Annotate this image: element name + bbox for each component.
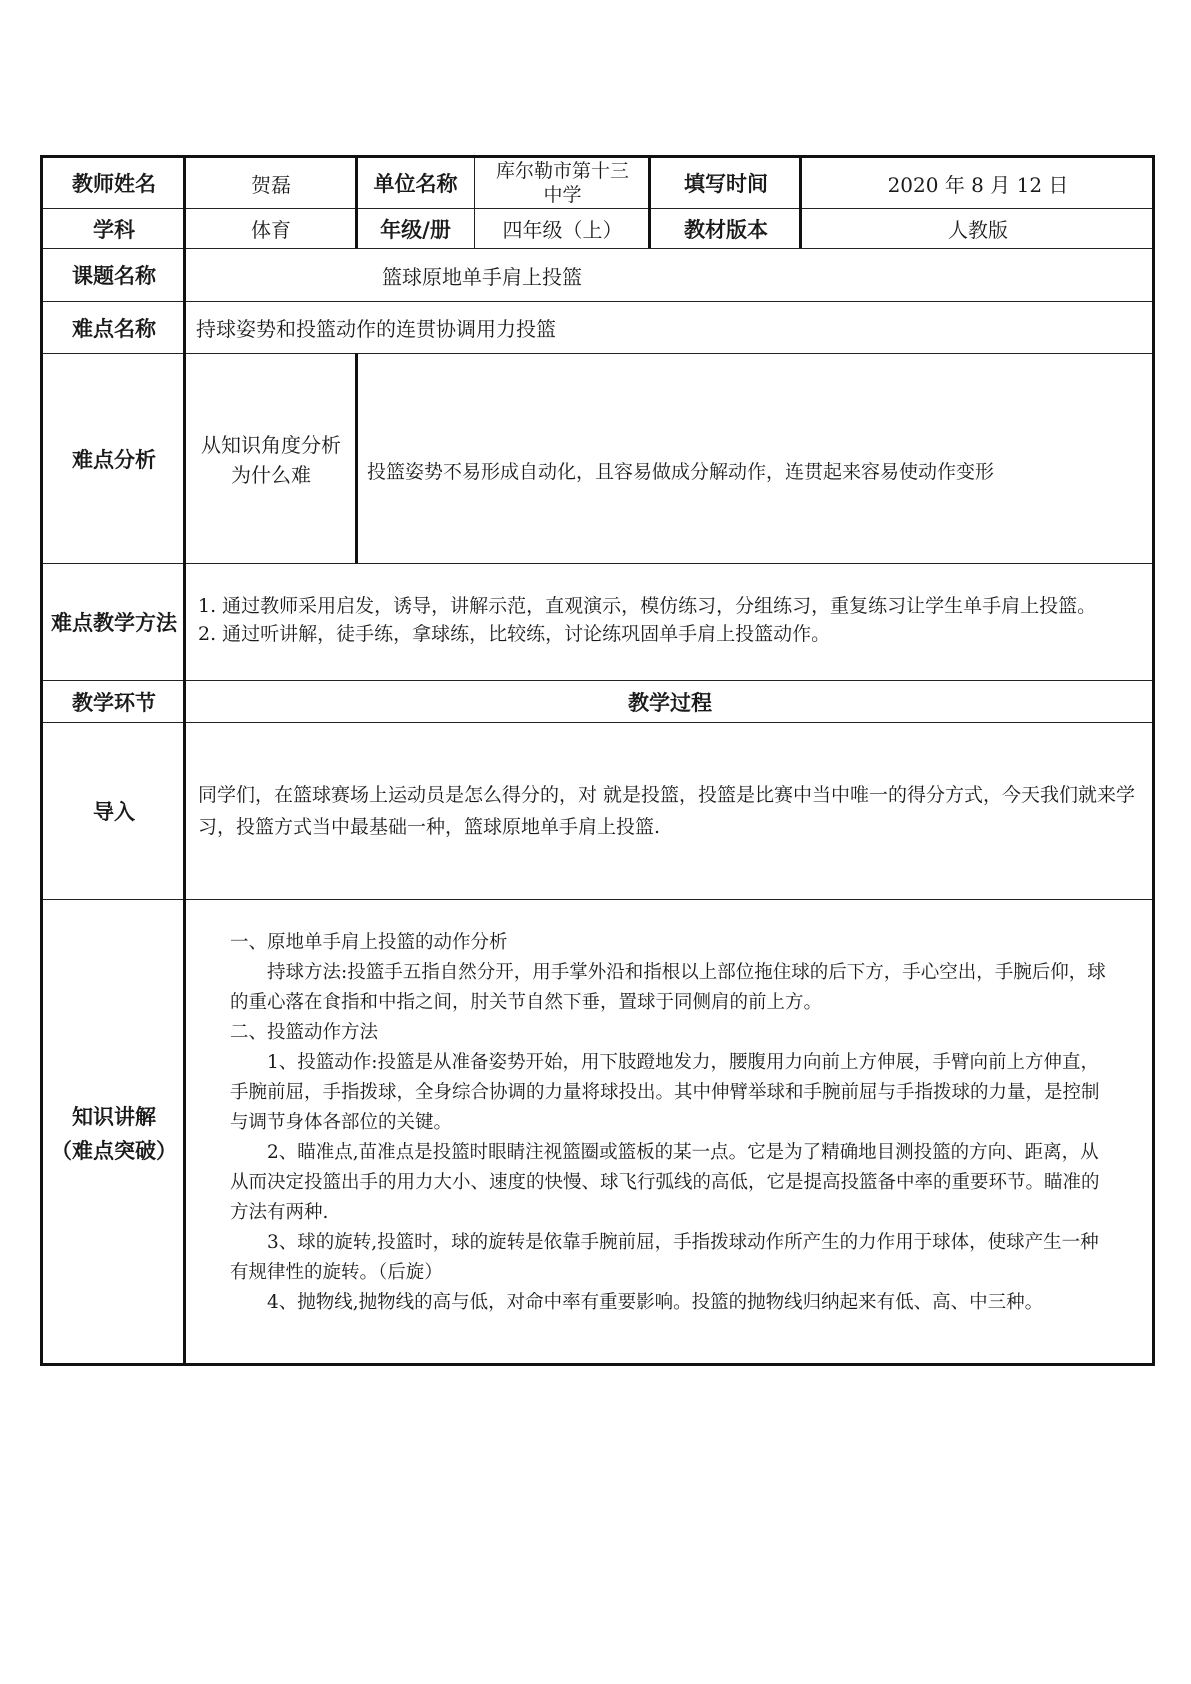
knowledge-label-line2: （难点突破） [51, 1138, 177, 1163]
teacher-value: 贺磊 [185, 157, 356, 208]
analysis-label: 难点分析 [42, 353, 185, 563]
knowledge-label-line1: 知识讲解 [72, 1104, 156, 1129]
knowledge-content [185, 899, 1154, 1365]
unit-label: 单位名称 [356, 157, 474, 208]
topic-value: 篮球原地单手肩上投篮 [185, 248, 1154, 301]
difficulty-label: 难点名称 [42, 301, 185, 353]
knowledge-para-4: 2、瞄准点,苗准点是投篮时眼睛注视篮圈或篮板的某一点。它是为了精确地目测投篮的方向、距离，从从而决定投篮出手的用力大小、速度的快慢、球飞行弧线的高低，它是提高投篮备中率的重要环节。瞄准的方法有两种. [230, 1142, 1100, 1223]
analysis-sub-label: 从知识角度分析为什么难 [185, 353, 356, 563]
stage-value: 教学过程 [185, 680, 1154, 722]
topic-label: 课题名称 [42, 248, 185, 301]
date-label: 填写时间 [650, 157, 801, 208]
knowledge-label [42, 899, 185, 1365]
border-left [40, 157, 43, 1365]
border-right [1152, 157, 1155, 1365]
label-divider [183, 157, 186, 1365]
knowledge-para-1: 持球方法:投篮手五指自然分开，用手掌外沿和指根以上部位拖住球的后下方，手心空出，手腕后仰，球的重心落在食指和中指之间，肘关节自然下垂，置球于同侧肩的前上方。 [230, 962, 1106, 1013]
knowledge-para-0: 一、原地单手肩上投篮的动作分析 [230, 932, 508, 953]
border-top [40, 155, 1155, 158]
method-value [185, 563, 1154, 680]
header-divider-1 [355, 157, 358, 248]
edition-label: 教材版本 [650, 208, 801, 248]
knowledge-para-6: 4、抛物线,抛物线的高与低，对命中率有重要影响。投篮的抛物线归纳起来有低、高、中三种。 [267, 1292, 1044, 1313]
border-bottom [40, 1363, 1155, 1366]
grade-value: 四年级（上） [474, 208, 650, 248]
method-line-1: 1. 通过教师采用启发，诱导，讲解示范，直观演示，模仿练习，分组练习，重复练习让学生单手肩上投篮。 [198, 595, 1097, 617]
method-line-2: 2. 通过听讲解，徒手练，拿球练，比较练，讨论练巩固单手肩上投篮动作。 [198, 623, 831, 645]
date-value: 2020 年 8 月 12 日 [801, 157, 1154, 208]
stage-label: 教学环节 [42, 680, 185, 722]
edition-value: 人教版 [801, 208, 1154, 248]
knowledge-para-2: 二、投篮动作方法 [230, 1022, 379, 1043]
analysis-value: 投篮姿势不易形成自动化，且容易做成分解动作，连贯起来容易使动作变形 [356, 353, 1154, 563]
difficulty-value: 持球姿势和投篮动作的连贯协调用力投篮 [185, 301, 1154, 353]
header-divider-2 [648, 157, 651, 248]
unit-value: 库尔勒市第十三中学 [474, 157, 650, 208]
header-divider-3 [799, 157, 802, 248]
knowledge-para-3: 1、投篮动作:投篮是从准备姿势开始，用下肢蹬地发力，腰腹用力向前上方伸展，手臂向前上方伸直，手腕前屈，手指拨球，全身综合协调的力量将球投出。其中伸臂举球和手腕前屈与手指拨球的力量，是控制与调节身体各部位的关键。 [230, 1052, 1100, 1133]
subject-label: 学科 [42, 208, 185, 248]
intro-value: 同学们，在篮球赛场上运动员是怎么得分的，对 就是投篮，投篮是比赛中当中唯一的得分方式，今天我们就来学习，投篮方式当中最基础一种，篮球原地单手肩上投篮. [185, 722, 1154, 899]
analysis-divider [355, 353, 358, 563]
intro-label: 导入 [42, 722, 185, 899]
knowledge-para-5: 3、球的旋转,投篮时，球的旋转是依靠手腕前屈，手指拨球动作所产生的力作用于球体，使球产生一种有规律性的旋转。（后旋） [230, 1232, 1099, 1283]
lesson-plan-table [42, 157, 1154, 1470]
method-label: 难点教学方法 [42, 563, 185, 680]
subject-value: 体育 [185, 208, 356, 248]
grade-label: 年级/册 [356, 208, 474, 248]
teacher-label: 教师姓名 [42, 157, 185, 208]
